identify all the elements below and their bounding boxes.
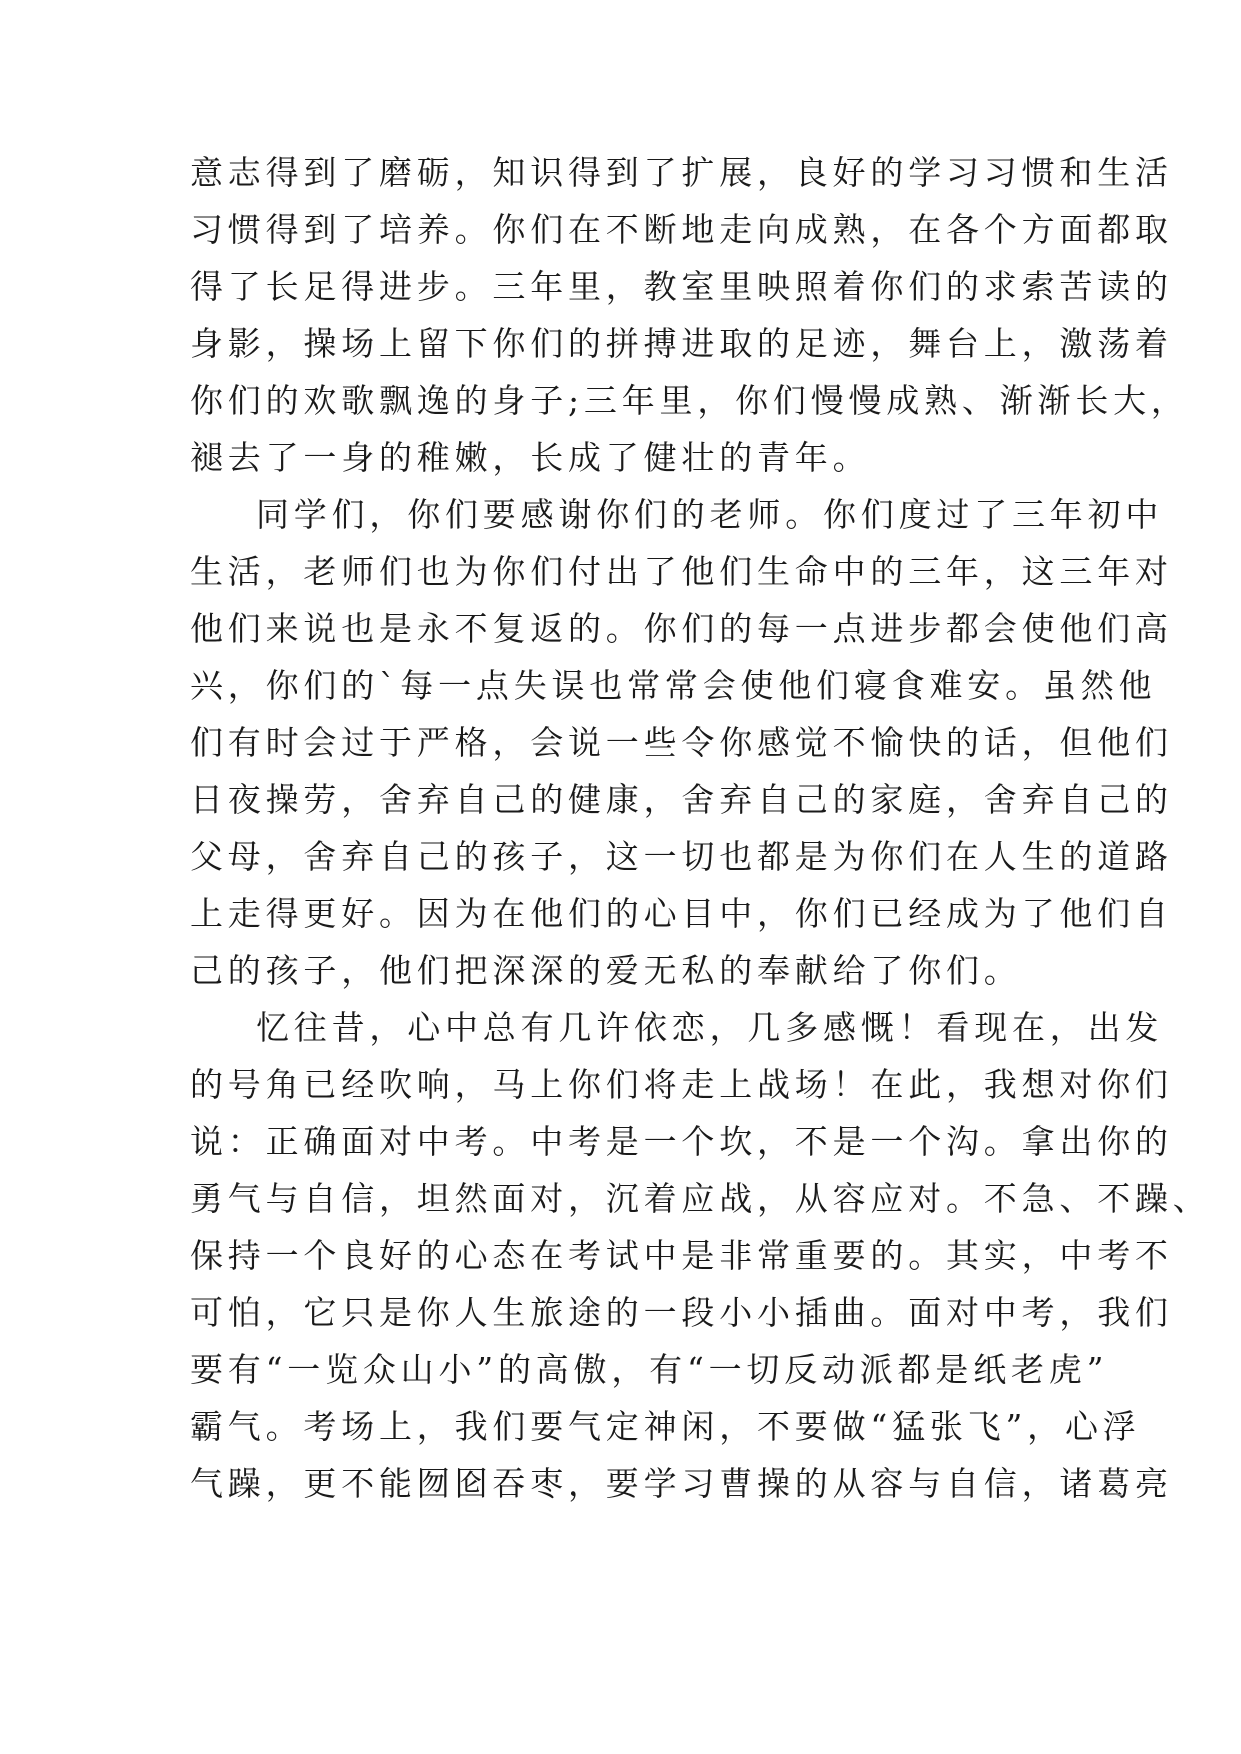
text-line: 的号角已经吹响，马上你们将走上战场！在此，我想对你们 xyxy=(190,1065,1173,1104)
text-line: 保持一个良好的心态在考试中是非常重要的。其实，中考不 xyxy=(190,1236,1173,1275)
text-line: 身影，操场上留下你们的拼搏进取的足迹，舞台上，激荡着 xyxy=(190,324,1173,363)
paragraph-first-line: 同学们，你们要感谢你们的老师。你们度过了三年初中 xyxy=(256,495,1164,534)
text-line: 日夜操劳，舍弃自己的健康，舍弃自己的家庭，舍弃自己的 xyxy=(190,780,1173,819)
text-line: 你们的欢歌飘逸的身子;三年里，你们慢慢成熟、渐渐长大， xyxy=(190,381,1189,420)
text-line: 习惯得到了培养。你们在不断地走向成熟，在各个方面都取 xyxy=(190,210,1173,249)
text-line: 意志得到了磨砺，知识得到了扩展，良好的学习习惯和生活 xyxy=(190,153,1173,192)
text-line: 上走得更好。因为在他们的心目中，你们已经成为了他们自 xyxy=(190,894,1173,933)
text-line: 气躁，更不能囫囵吞枣，要学习曹操的从容与自信，诸葛亮 xyxy=(190,1464,1173,1503)
text-line: 勇气与自信，坦然面对，沉着应战，从容应对。不急、不躁、 xyxy=(190,1179,1211,1218)
text-line: 己的孩子，他们把深深的爱无私的奉献给了你们。 xyxy=(190,951,1022,990)
text-line: 们有时会过于严格，会说一些令你感觉不愉快的话，但他们 xyxy=(190,723,1173,762)
text-line: 生活，老师们也为你们付出了他们生命中的三年，这三年对 xyxy=(190,552,1173,591)
text-line: 兴，你们的`每一点失误也常常会使他们寝食难安。虽然他 xyxy=(190,666,1157,705)
text-line: 可怕，它只是你人生旅途的一段小小插曲。面对中考，我们 xyxy=(190,1293,1173,1332)
text-line: 霸气。考场上，我们要气定神闲，不要做“猛张飞”，心浮 xyxy=(190,1407,1141,1446)
text-line: 得了长足得进步。三年里，教室里映照着你们的求索苦读的 xyxy=(190,267,1173,306)
text-line: 说：正确面对中考。中考是一个坎，不是一个沟。拿出你的 xyxy=(190,1122,1173,1161)
paragraph-first-line: 忆往昔，心中总有几许依恋，几多感慨！看现在，出发 xyxy=(256,1008,1164,1047)
text-line: 父母，舍弃自己的孩子，这一切也都是为你们在人生的道路 xyxy=(190,837,1173,876)
text-line: 他们来说也是永不复返的。你们的每一点进步都会使他们高 xyxy=(190,609,1173,648)
text-line: 褪去了一身的稚嫩，长成了健壮的青年。 xyxy=(190,438,871,477)
text-line: 要有“一览众山小”的高傲，有“一切反动派都是纸老虎” xyxy=(190,1350,1109,1389)
